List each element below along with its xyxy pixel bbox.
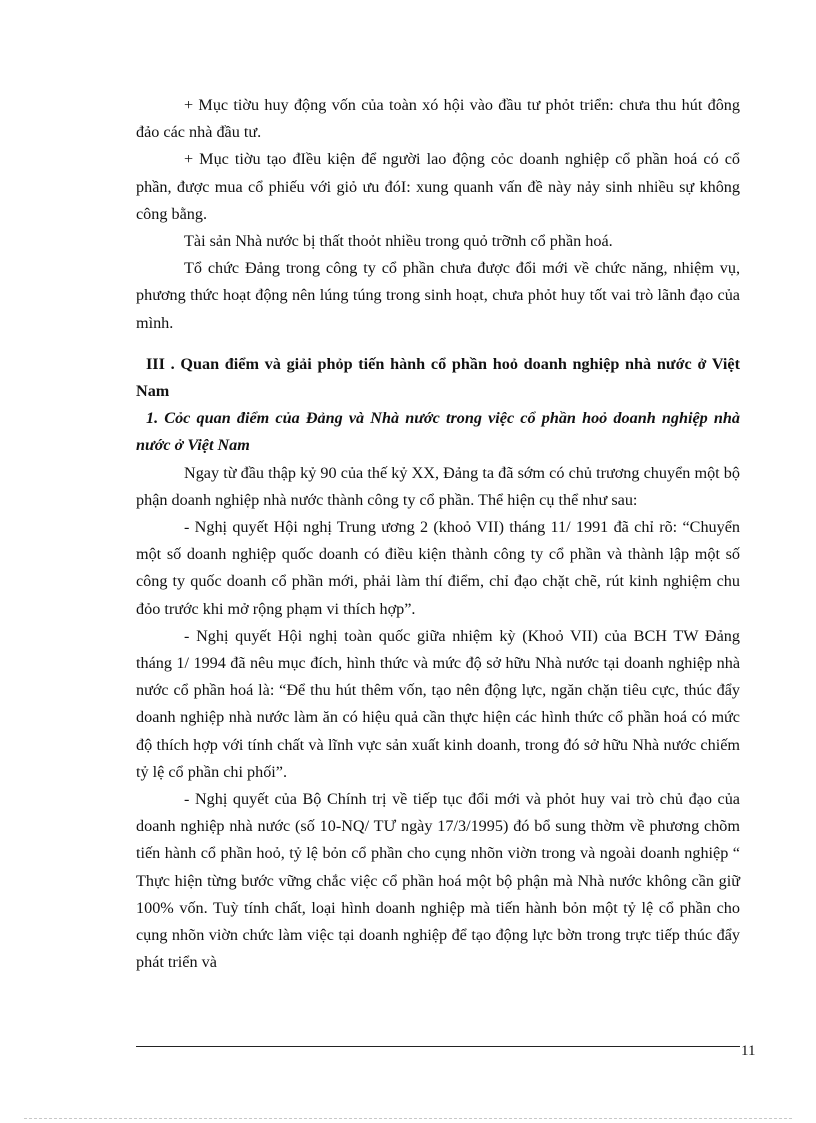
paragraph-state-assets: Tài sản Nhà nước bị thất thoỏt nhiều trong quỏ trỡnh cổ phần hoá. xyxy=(184,232,613,251)
paragraph-goal-workers: + Mục tiờu tạo đIều kiện để người lao động cỏc doanh nghiệp cổ phần hoá có cổ phần, được mua cổ phiếu với giỏ ưu đóI: xung quanh vấn đề này nảy sinh nhiều sự không công bằng. xyxy=(136,150,740,223)
page-content xyxy=(136,92,740,977)
paragraph-resolution-1994: - Nghị quyết Hội nghị toàn quốc giữa nhiệm kỳ (Khoỏ VII) của BCH TW Đảng tháng 1/ 1994 đã nêu mục đích, hình thức và mức độ sở hữu Nhà nước tại doanh nghiệp nhà nước cổ phần hoá là: “Để thu hút thêm vốn, tạo nên động lực, ngăn chặn tiêu cực, thúc đẩy doanh nghiệp nhà nước làm ăn có hiệu quả cần thực hiện các hình thức cổ phần hoá có mức độ thích hợp với tính chất và lĩnh vực sản xuất kinh doanh, trong đó sở hữu Nhà nước chiếm tỷ lệ cổ phần chi phối”. xyxy=(136,626,740,781)
paragraph-resolution-1995: - Nghị quyết của Bộ Chính trị về tiếp tục đổi mới và phỏt huy vai trò chủ đạo của doanh nghiệp nhà nước (số 10-NQ/ TƯ ngày 17/3/1995) đó bổ sung thờm về phương chõm tiến hành cổ phần hoỏ, tỷ lệ bỏn cổ phần cho cụng nhõn viờn trong và ngoài doanh nghiệp “ Thực hiện từng bước vững chắc việc cổ phần hoá một bộ phận mà Nhà nước không cần giữ 100% vốn. Tuỳ tính chất, loại hình doanh nghiệp mà tiến hành bỏn một tỷ lệ cổ phần cho cụng nhõn viờn chức làm việc tại doanh nghiệp để tạo động lực bờn trong trực tiếp thúc đẩy phát triển và xyxy=(136,790,740,972)
spacer xyxy=(136,337,740,351)
page-bottom-dashed-border xyxy=(24,1118,792,1119)
paragraph-party-organization: Tổ chức Đảng trong công ty cổ phần chưa được đổi mới về chức năng, nhiệm vụ, phương thức hoạt động nên lúng túng trong sinh hoạt, chưa phỏt huy tốt vai trò lãnh đạo của mình. xyxy=(136,259,740,332)
paragraph-goal-capital: + Mục tiờu huy động vốn của toàn xó hội vào đầu tư phỏt triển: chưa thu hút đông đảo các nhà đầu tư. xyxy=(136,96,740,142)
paragraph-resolution-1991: - Nghị quyết Hội nghị Trung ương 2 (khoỏ VII) tháng 11/ 1991 đã chỉ rõ: “Chuyển một số doanh nghiệp quốc doanh có điều kiện thành công ty cổ phần và thành lập một số công ty quốc doanh cổ phần mới, phải làm thí điểm, chỉ đạo chặt chẽ, rút kinh nghiệm chu đỏo trước khi mở rộng phạm vi thích hợp”. xyxy=(136,518,740,618)
paragraph-intro: Ngay từ đầu thập kỷ 90 của thế kỷ XX, Đảng ta đã sớm có chủ trương chuyển một bộ phận doanh nghiệp nhà nước thành công ty cổ phần. Thể hiện cụ thể như sau: xyxy=(136,463,740,509)
page-number: 11 xyxy=(741,1043,756,1059)
section-heading: III . Quan điểm và giải phỏp tiến hành cổ phần hoỏ doanh nghiệp nhà nước ở Việt Nam xyxy=(136,354,740,401)
subsection-heading: 1. Cỏc quan điểm của Đảng và Nhà nước trong việc cổ phần hoỏ doanh nghiệp nhà nước ở Việt Nam xyxy=(136,409,740,455)
footer-rule xyxy=(136,1046,740,1047)
